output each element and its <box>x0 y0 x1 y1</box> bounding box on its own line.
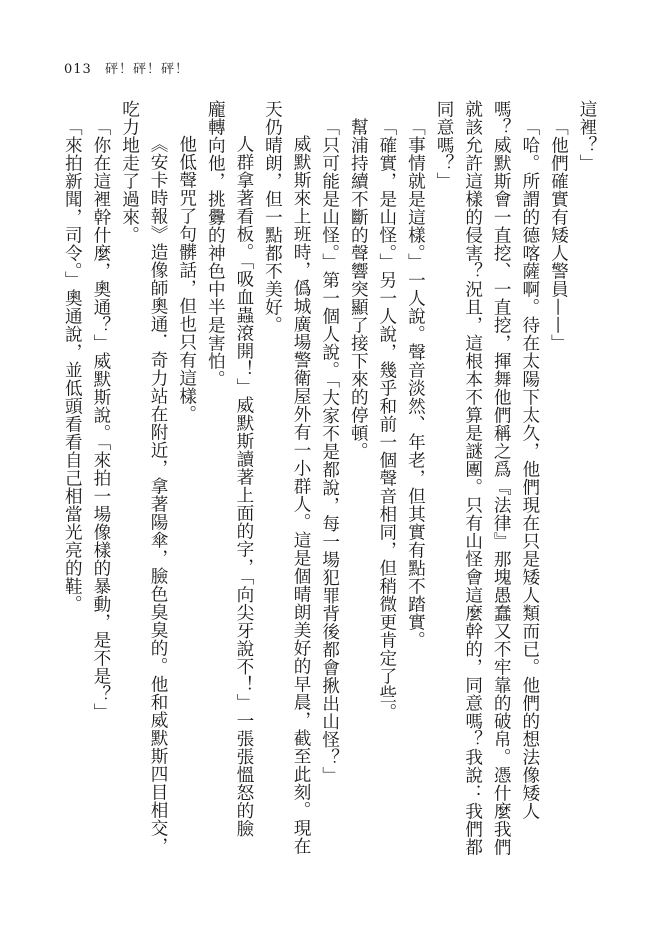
text-line: 人群拿著看板。「吸血蟲滾開！」威默斯讀著上面的字，「向尖牙說不！」一張張慍怒的臉 <box>233 135 254 838</box>
text-line: 《安卡時報》造像師奧通．奇力站在附近，拿著陽傘，臉色臭臭的。他和威默斯四目相交， <box>148 135 169 856</box>
text-line: 「來拍新聞，司令。」奧通說，並低頭看看自己相當光亮的鞋。 <box>62 117 83 613</box>
text-line: 「只可能是山怪。」第一個人說。「大家不是都說，每一場犯罪背後都會揪出山怪？」 <box>319 117 340 784</box>
running-title: 砰！砰！砰！ <box>104 62 189 77</box>
text-line: 龐轉向他，挑釁的神色中半是害怕。 <box>205 100 226 388</box>
text-line: 吃力地走了過來。 <box>119 100 140 244</box>
text-line: 就該允許這樣的侵害？況且，這根本不算是謎團。只有山怪會這麼幹的，同意嗎？我說：我們都 <box>462 100 483 856</box>
text-line: 他低聲咒了句髒話，但也只有這樣。 <box>176 135 197 424</box>
text-line: 「確實，是山怪。」另一人說，幾乎和前一個聲音相同，但稍微更肯定了些。 <box>376 117 397 721</box>
text-line: 「哈。所謂的德喀薩啊。待在太陽下太久，他們現在只是矮人類而已。他們的想法像矮人 <box>519 117 540 820</box>
text-line: 同意嗎？」 <box>434 100 455 190</box>
text-line: 「你在這裡幹什麼，奧通？」威默斯說。「來拍一場像樣的暴動，是不是？」 <box>90 117 111 721</box>
text-line: 這裡？」 <box>577 100 597 172</box>
text-line: 「他們確實有矮人警員——」 <box>548 117 569 352</box>
text-line: 天仍晴朗，但一點都不美好。 <box>262 100 283 334</box>
text-line: 嗎？威默斯會一直挖、一直挖，揮舞他們稱之爲『法律』那塊愚蠢又不牢靠的破帛。憑什麼我們 <box>491 100 512 856</box>
running-header <box>64 58 189 77</box>
text-line: 「事情就是這樣。」一人說。聲音淡然、年老，但其實有點不踏實。 <box>405 117 426 649</box>
page-number: 013 <box>64 62 92 77</box>
text-line: 威默斯來上班時，僞城廣場警衛屋外有一小群人。這是個晴朗美好的早晨，截至此刻。現在 <box>291 135 312 856</box>
body-text <box>58 100 601 900</box>
text-line: 幫浦持續不斷的聲響突顯了接下來的停頓。 <box>348 117 369 460</box>
